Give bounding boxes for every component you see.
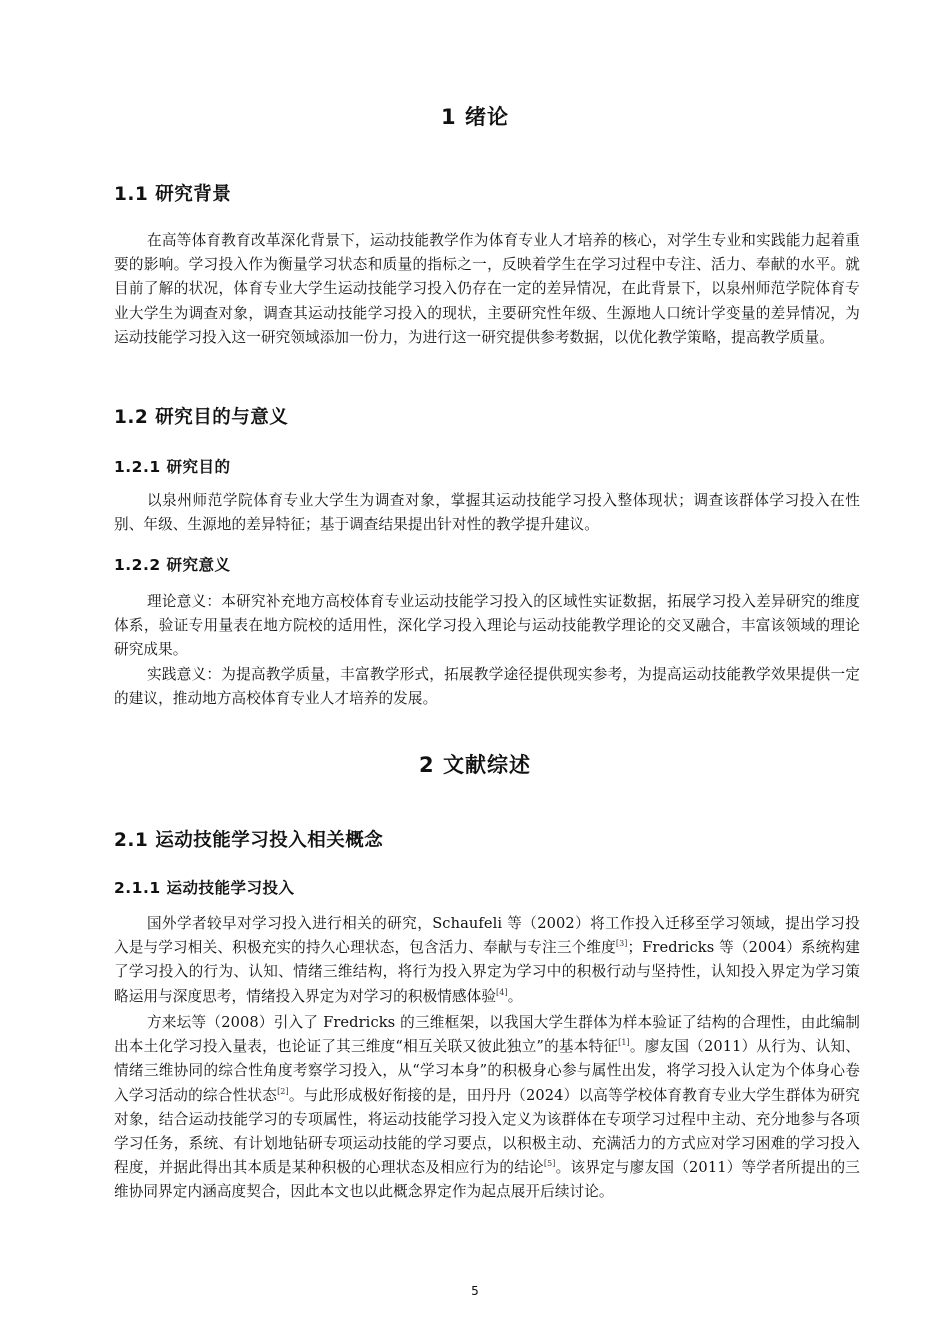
paragraph-text: ；Fredricks 等（2004）系统构建了学习投入的行为、认知、情绪三维结构，将行为投入界定为学习中的积极行动与坚持性，认知投入界定为学习策略运用与深度思考，情绪投入界定为对学习的积极情感体验	[114, 939, 860, 1005]
section-2-1-1-paragraph-2	[114, 1011, 860, 1205]
paragraph-text: 。	[507, 987, 523, 1005]
section-2-1-heading: 2.1 运动技能学习投入相关概念	[114, 830, 384, 851]
chapter-2-title: 2 文献综述	[419, 753, 531, 777]
paragraph-text: 。廖友国（2011）从行为、认知、情绪三维协同的综合性角度考察学习投入，从“学习本身”的积极身心参与属性出发，将学习投入认定为个体身心卷入学习活动的综合性状态	[114, 1038, 860, 1104]
citation-marker: [4]	[496, 987, 508, 997]
section-1-2-2-heading: 1.2.2 研究意义	[114, 556, 231, 574]
section-1-2-1-heading: 1.2.1 研究目的	[114, 458, 231, 476]
section-1-2-2-paragraph-theory: 理论意义：本研究补充地方高校体育专业运动技能学习投入的区域性实证数据，拓展学习投入差异研究的维度体系，验证专用量表在地方院校的适用性，深化学习投入理论与运动技能教学理论的交叉融合，丰富该领域的理论研究成果。	[114, 593, 860, 659]
paragraph-text: 。与此形成极好衔接的是，田丹丹（2024）以高等学校体育教育专业大学生群体为研究对象，结合运动技能学习的专项属性，将运动技能学习投入定义为该群体在专项学习过程中主动、充分地参与各项学习任务，系统、有计划地钻研专项运动技能的学习要点，以积极主动、充满活力的方式应对学习困难的学习投入程度，并据此得出其本质是某种积极的心理状态及相应行为的结论	[114, 1086, 860, 1177]
citation-marker: [5]	[543, 1159, 556, 1169]
section-1-1-paragraph: 在高等体育教育改革深化背景下，运动技能教学作为体育专业人才培养的核心，对学生专业和实践能力起着重要的影响。学习投入作为衡量学习状态和质量的指标之一，反映着学生在学习过程中专注、活力、奉献的水平。就目前了解的状况，体育专业大学生运动技能学习投入仍存在一定的差异情况，在此背景下，以泉州师范学院体育专业大学生为调查对象，调查其运动技能学习投入的现状，主要研究性年级、生源地人口统计学变量的差异情况，为运动技能学习投入这一研究领域添加一份力，为进行这一研究提供参考数据，以优化教学策略，提高教学质量。	[114, 232, 860, 346]
section-1-2-heading: 1.2 研究目的与意义	[114, 407, 289, 428]
section-2-1-1-heading: 2.1.1 运动技能学习投入	[114, 879, 295, 897]
paragraph-text: 。该界定与廖友国（2011）等学者所提出的三维协同界定内涵高度契合，因此本文也以此概念界定作为起点展开后续讨论。	[114, 1159, 861, 1201]
section-1-2-1-paragraph: 以泉州师范学院体育专业大学生为调查对象，掌握其运动技能学习投入整体现状；调查该群体学习投入在性别、年级、生源地的差异特征；基于调查结果提出针对性的教学提升建议。	[114, 492, 860, 534]
paragraph-text: 方来坛等（2008）引入了 Fredricks 的三维框架，以我国大学生群体为样本验证了结构的合理性，由此编制出本土化学习投入量表，也论证了其三维度“相互关联又彼此独立”的基本特征	[114, 1014, 860, 1056]
section-1-2-2-paragraph-practice: 实践意义：为提高教学质量，丰富教学形式，拓展教学途径提供现实参考，为提高运动技能教学效果提供一定的建议，推动地方高校体育专业人才培养的发展。	[114, 666, 860, 708]
paragraph-text: 国外学者较早对学习投入进行相关的研究，Schaufeli 等（2002）将工作投入迁移至学习领域，提出学习投入是与学习相关、积极充实的持久心理状态，包含活力、奉献与专注三个维度	[114, 915, 860, 957]
section-1-1-heading: 1.1 研究背景	[114, 184, 232, 205]
section-2-1-1-paragraph-1	[114, 912, 860, 1009]
citation-marker: [3]	[615, 939, 628, 949]
chapter-1-title: 1 绪论	[441, 105, 509, 129]
citation-marker: [1]	[618, 1038, 630, 1048]
citation-marker: [2]	[277, 1086, 289, 1096]
page-number: 5	[471, 1284, 479, 1298]
